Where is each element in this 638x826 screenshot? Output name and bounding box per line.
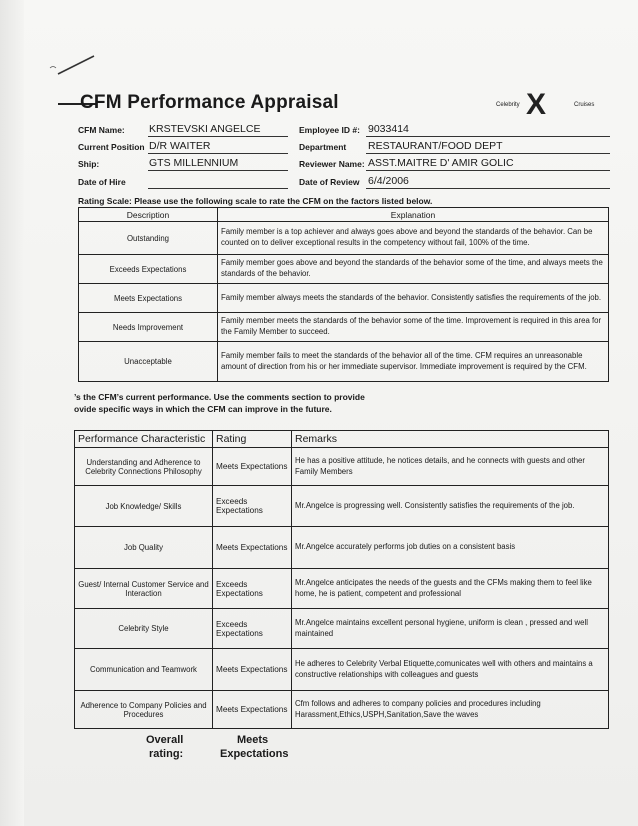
underline xyxy=(148,136,288,137)
review-date-label: Date of Review xyxy=(299,177,360,187)
table-row xyxy=(75,691,609,729)
table-row xyxy=(79,313,609,342)
info-row-3 xyxy=(78,156,610,174)
table-row xyxy=(75,448,609,486)
overall-value-line-2: Expectations xyxy=(220,748,289,760)
scale-explanation: Family member goes above and beyond the standards of the behavior some of the time, and always meets the standards of the behavior. xyxy=(218,255,609,284)
table-row xyxy=(79,255,609,284)
rating-cell: Meets Expectations xyxy=(213,649,292,691)
characteristic-cell: Celebrity Style xyxy=(75,609,213,649)
hire-date-label: Date of Hire xyxy=(78,177,126,187)
instructions xyxy=(74,391,365,416)
employee-id-value: 9033414 xyxy=(368,123,409,135)
table-row xyxy=(75,569,609,609)
remarks-cell: Mr.Angelce maintains excellent personal hygiene, uniform is clean , pressed and well maintained xyxy=(292,609,609,649)
logo-x-mark: X xyxy=(526,88,547,121)
characteristic-header: Performance Characteristic xyxy=(75,431,213,448)
page-shadow-edge xyxy=(0,0,24,826)
rating-scale-header xyxy=(79,208,609,222)
underline xyxy=(366,188,610,189)
underline xyxy=(148,153,288,154)
instructions-line-2: ovide specific ways in which the CFM can improve in the future. xyxy=(74,404,332,415)
characteristic-cell: Understanding and Adherence to Celebrity Connections Philosophy xyxy=(75,448,213,486)
table-row xyxy=(79,222,609,255)
page-title: CFM Performance Appraisal xyxy=(80,92,339,113)
overall-label-line-2: rating: xyxy=(149,748,184,760)
scale-description: Outstanding xyxy=(79,222,218,255)
characteristic-cell: Guest/ Internal Customer Service and Interaction xyxy=(75,569,213,609)
remarks-cell: He adheres to Celebrity Verbal Etiquette,comunicates well with others and maintains a constructive relationships with colleagues and guests xyxy=(292,649,609,691)
reviewer-value: ASST.MAITRE D' AMIR GOLIC xyxy=(368,157,514,169)
explanation-header: Explanation xyxy=(218,208,609,222)
instructions-line-1: ’s the CFM’s current performance. Use the comments section to provide xyxy=(74,392,365,402)
department-label: Department xyxy=(299,142,347,152)
rating-cell: Meets Expectations xyxy=(213,691,292,729)
department-value: RESTAURANT/FOOD DEPT xyxy=(368,140,503,152)
scale-description: Exceeds Expectations xyxy=(79,255,218,284)
rating-scale-table xyxy=(78,207,609,382)
characteristic-cell: Job Quality xyxy=(75,527,213,569)
scale-explanation: Family member is a top achiever and always goes above and beyond the standards of the behavior. Can be counted on to deliver exceptional results in the competency without fail, 100% of the time. xyxy=(218,222,609,255)
remarks-header: Remarks xyxy=(292,431,609,448)
scale-explanation: Family member always meets the standards of the behavior. Consistently satisfies the requirements of the job. xyxy=(218,284,609,313)
overall-label-line-1: Overall xyxy=(146,734,184,746)
characteristic-cell: Communication and Teamwork xyxy=(75,649,213,691)
rating-cell: Meets Expectations xyxy=(213,448,292,486)
remarks-cell: Cfm follows and adheres to company policies and procedures including Harassment,Ethics,USPH,Sanitation,Save the waves xyxy=(292,691,609,729)
table-row xyxy=(75,649,609,691)
remarks-cell: Mr.Angelce accurately performs job duties on a consistent basis xyxy=(292,527,609,569)
overall-value-line-1: Meets xyxy=(237,734,269,746)
cfm-name-label: CFM Name: xyxy=(78,125,125,135)
remarks-cell: Mr.Angelce anticipates the needs of the guests and the CFMs making them to feel like home, he is patient, competent and professional xyxy=(292,569,609,609)
cfm-name-value: KRSTEVSKI ANGELCE xyxy=(149,123,261,135)
remarks-cell: Mr.Angelce is progressing well. Consistently satisfies the requirements of the job. xyxy=(292,486,609,527)
review-date-value: 6/4/2006 xyxy=(368,175,409,187)
table-row xyxy=(75,609,609,649)
underline xyxy=(366,153,610,154)
info-row-2 xyxy=(78,139,610,157)
scale-description: Unacceptable xyxy=(79,342,218,382)
table-row xyxy=(79,284,609,313)
underline xyxy=(148,188,288,189)
scale-description: Needs Improvement xyxy=(79,313,218,342)
info-row-4 xyxy=(78,174,610,192)
characteristic-cell: Job Knowledge/ Skills xyxy=(75,486,213,527)
reviewer-label: Reviewer Name: xyxy=(299,159,365,169)
performance-header xyxy=(75,431,609,448)
underline xyxy=(366,136,610,137)
logo-word-left: Celebrity xyxy=(496,102,520,108)
ship-label: Ship: xyxy=(78,159,100,169)
scale-explanation: Family member meets the standards of the behavior some of the time. Improvement is required in this area for the Family Member to succeed. xyxy=(218,313,609,342)
characteristic-cell: Adherence to Company Policies and Procedures xyxy=(75,691,213,729)
underline xyxy=(366,170,610,171)
rating-cell: Exceeds Expectations xyxy=(213,569,292,609)
rating-cell: Meets Expectations xyxy=(213,527,292,569)
description-header: Description xyxy=(79,208,218,222)
rating-cell: Exceeds Expectations xyxy=(213,609,292,649)
logo-word-right: Cruises xyxy=(574,102,595,108)
table-row xyxy=(79,342,609,382)
rating-header: Rating xyxy=(213,431,292,448)
performance-table xyxy=(74,430,609,729)
scale-explanation: Family member fails to meet the standards of the behavior all of the time. CFM requires an unreasonable amount of direction from his or her immediate supervisor. Immediate improvement is required by the CFM. xyxy=(218,342,609,382)
rating-cell: Exceeds Expectations xyxy=(213,486,292,527)
position-value: D/R WAITER xyxy=(149,140,211,152)
info-row-1 xyxy=(78,122,610,140)
pen-mark xyxy=(48,52,100,78)
employee-info xyxy=(78,122,610,192)
remarks-cell: He has a positive attitude, he notices details, and he connects with guests and other Family Members xyxy=(292,448,609,486)
table-row xyxy=(75,486,609,527)
scale-description: Meets Expectations xyxy=(79,284,218,313)
rating-scale-intro: Rating Scale: Please use the following scale to rate the CFM on the factors listed below. xyxy=(78,196,433,206)
employee-id-label: Employee ID #: xyxy=(299,125,360,135)
ship-value: GTS MILLENNIUM xyxy=(149,157,239,169)
position-label: Current Position xyxy=(78,142,145,152)
underline xyxy=(148,170,288,171)
table-row xyxy=(75,527,609,569)
celebrity-cruises-logo xyxy=(496,88,606,121)
